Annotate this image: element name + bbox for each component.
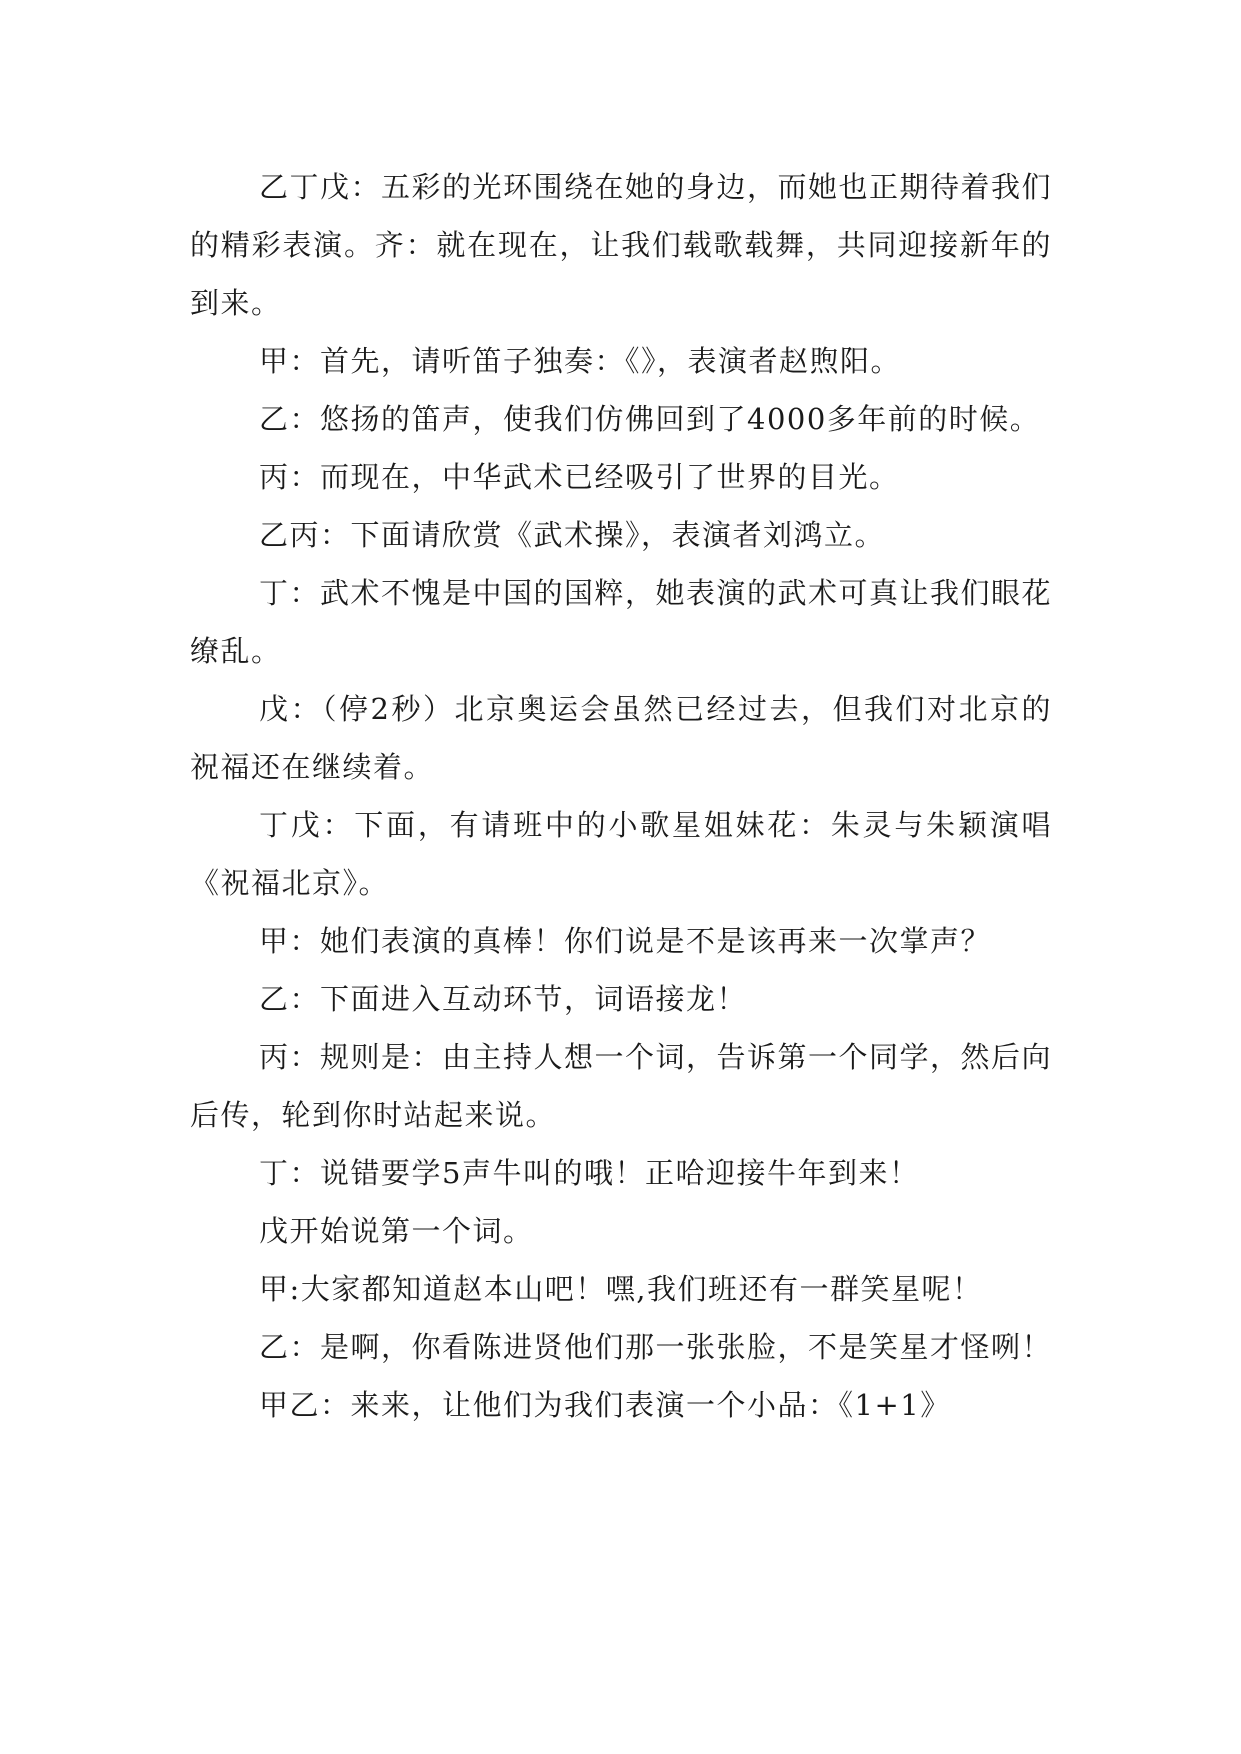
paragraph-6: 丁：武术不愧是中国的国粹，她表演的武术可真让我们眼花缭乱。	[190, 576, 1053, 668]
paragraph-13: 戊开始说第一个词。	[259, 1214, 534, 1248]
paragraph-14: 甲:大家都知道赵本山吧！嘿,我们班还有一群笑星呢！	[259, 1272, 983, 1306]
paragraph-5: 乙丙：下面请欣赏《武术操》，表演者刘鸿立。	[259, 518, 886, 552]
paragraph-2: 甲：首先，请听笛子独奏：《》，表演者赵煦阳。	[259, 344, 902, 378]
paragraph-15: 乙：是啊，你看陈进贤他们那一张张脸，不是笑星才怪咧！	[259, 1330, 1053, 1364]
paragraph-16: 甲乙：来来，让他们为我们表演一个小品：《1+1》	[259, 1388, 951, 1422]
paragraph-10: 乙：下面进入互动环节，词语接龙！	[259, 982, 748, 1016]
paragraph-12: 丁：说错要学5声牛叫的哦！正哈迎接牛年到来！	[259, 1156, 920, 1190]
paragraph-11: 丙：规则是：由主持人想一个词，告诉第一个同学，然后向后传，轮到你时站起来说。	[190, 1040, 1053, 1132]
paragraph-3: 乙：悠扬的笛声，使我们仿佛回到了4000多年前的时候。	[259, 402, 1041, 436]
paragraph-4: 丙：而现在，中华武术已经吸引了世界的目光。	[259, 460, 900, 494]
paragraph-9: 甲：她们表演的真棒！你们说是不是该再来一次掌声？	[259, 924, 992, 958]
paragraph-8: 丁戊：下面，有请班中的小歌星姐妹花：朱灵与朱颖演唱《祝福北京》。	[190, 808, 1052, 900]
document-body	[190, 158, 1052, 1434]
paragraph-7: 戊：（停2秒）北京奥运会虽然已经过去，但我们对北京的祝福还在继续着。	[190, 692, 1052, 784]
paragraph-1: 乙丁戊：五彩的光环围绕在她的身边，而她也正期待着我们的精彩表演。齐：就在现在，让我们载歌载舞，共同迎接新年的到来。	[190, 170, 1053, 320]
